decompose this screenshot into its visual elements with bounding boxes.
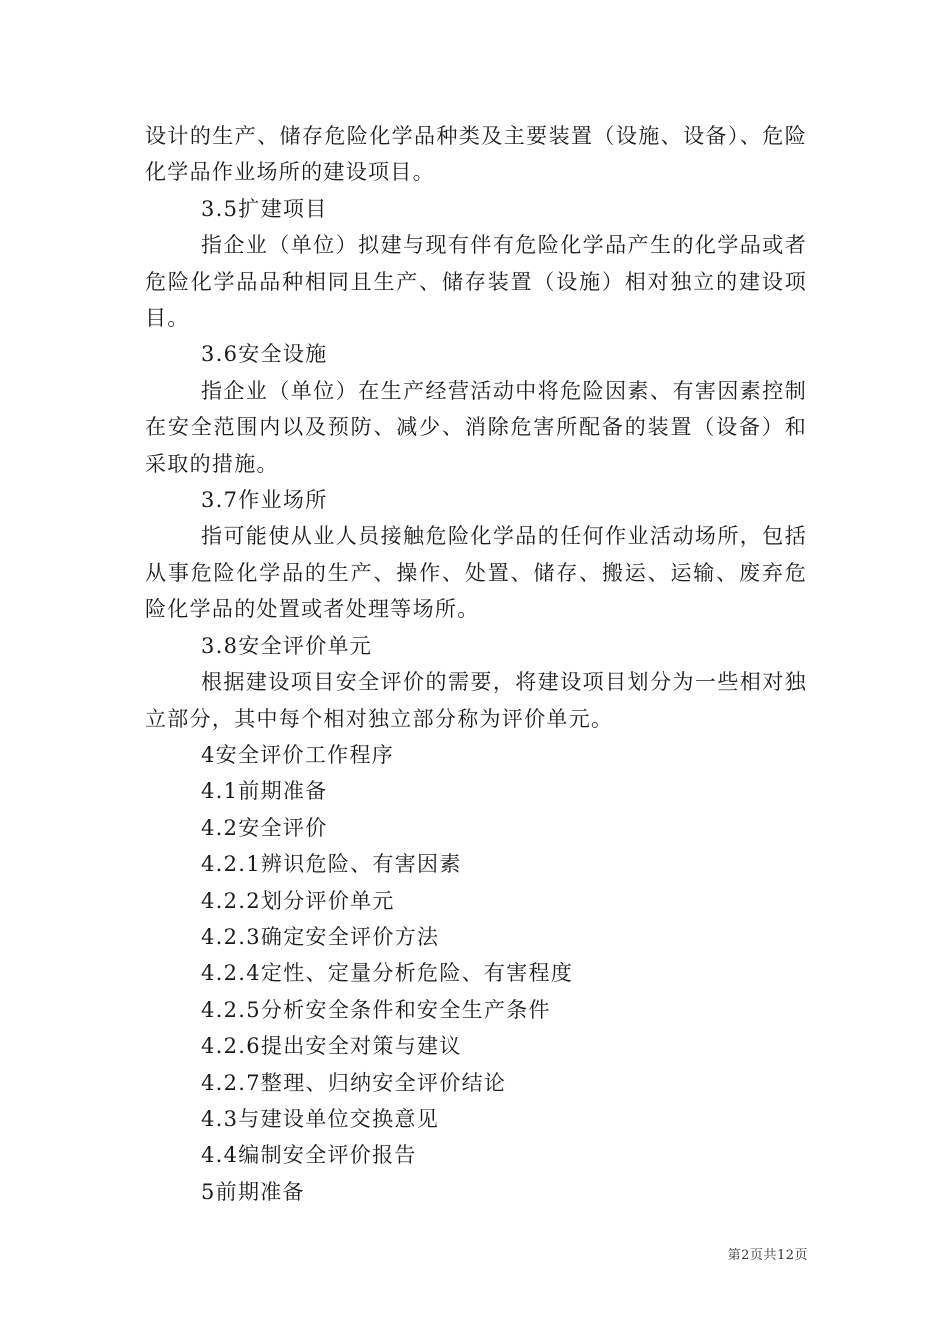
paragraph-safety-facilities: 指企业（单位）在生产经营活动中将危险因素、有害因素控制在安全范围内以及预防、减少、消除危害所配备的装置（设备）和采取的措施。 (145, 378, 807, 476)
paragraph-continuation: 设计的生产、储存危险化学品种类及主要装置（设施、设备）、危险化学品作业场所的建设项目。 (145, 124, 807, 185)
page-number-footer: 第2页共12页 (727, 1248, 808, 1263)
list-item-4-2-4: 4.2.4定性、定量分析危险、有害程度 (201, 961, 574, 986)
document-body (145, 118, 807, 1210)
paragraph-evaluation-unit: 根据建设项目安全评价的需要，将建设项目划分为一些相对独立部分，其中每个相对独立部分称为评价单元。 (145, 670, 807, 731)
paragraph-workplace: 指可能使从业人员接触危险化学品的任何作业活动场所，包括从事危险化学品的生产、操作、处置、储存、搬运、运输、废弃危险化学品的处置或者处理等场所。 (145, 524, 807, 622)
list-item-4-2-1: 4.2.1辨识危险、有害因素 (201, 852, 462, 877)
list-item-4-4: 4.4编制安全评价报告 (201, 1143, 417, 1168)
section-heading-3-6: 3.6安全设施 (201, 342, 328, 367)
section-heading-3-7: 3.7作业场所 (201, 488, 328, 513)
list-item-4-2-3: 4.2.3确定安全评价方法 (201, 924, 440, 949)
list-item-4-2-2: 4.2.2划分评价单元 (201, 888, 395, 913)
paragraph-expansion-project: 指企业（单位）拟建与现有伴有危险化学品产生的化学品或者危险化学品品种相同且生产、储存装置（设施）相对独立的建设项目。 (145, 233, 807, 331)
section-heading-3-8: 3.8安全评价单元 (201, 633, 373, 658)
section-heading-3-5: 3.5扩建项目 (201, 196, 328, 221)
list-item-4-2-6: 4.2.6提出安全对策与建议 (201, 1034, 462, 1059)
list-item-4-1: 4.1前期准备 (201, 779, 328, 804)
section-heading-4: 4安全评价工作程序 (201, 742, 395, 767)
list-item-4-2-7: 4.2.7整理、归纳安全评价结论 (201, 1070, 507, 1095)
list-item-4-2: 4.2安全评价 (201, 815, 328, 840)
section-heading-5: 5前期准备 (201, 1179, 305, 1204)
list-item-4-2-5: 4.2.5分析安全条件和安全生产条件 (201, 997, 551, 1022)
list-item-4-3: 4.3与建设单位交换意见 (201, 1106, 439, 1131)
